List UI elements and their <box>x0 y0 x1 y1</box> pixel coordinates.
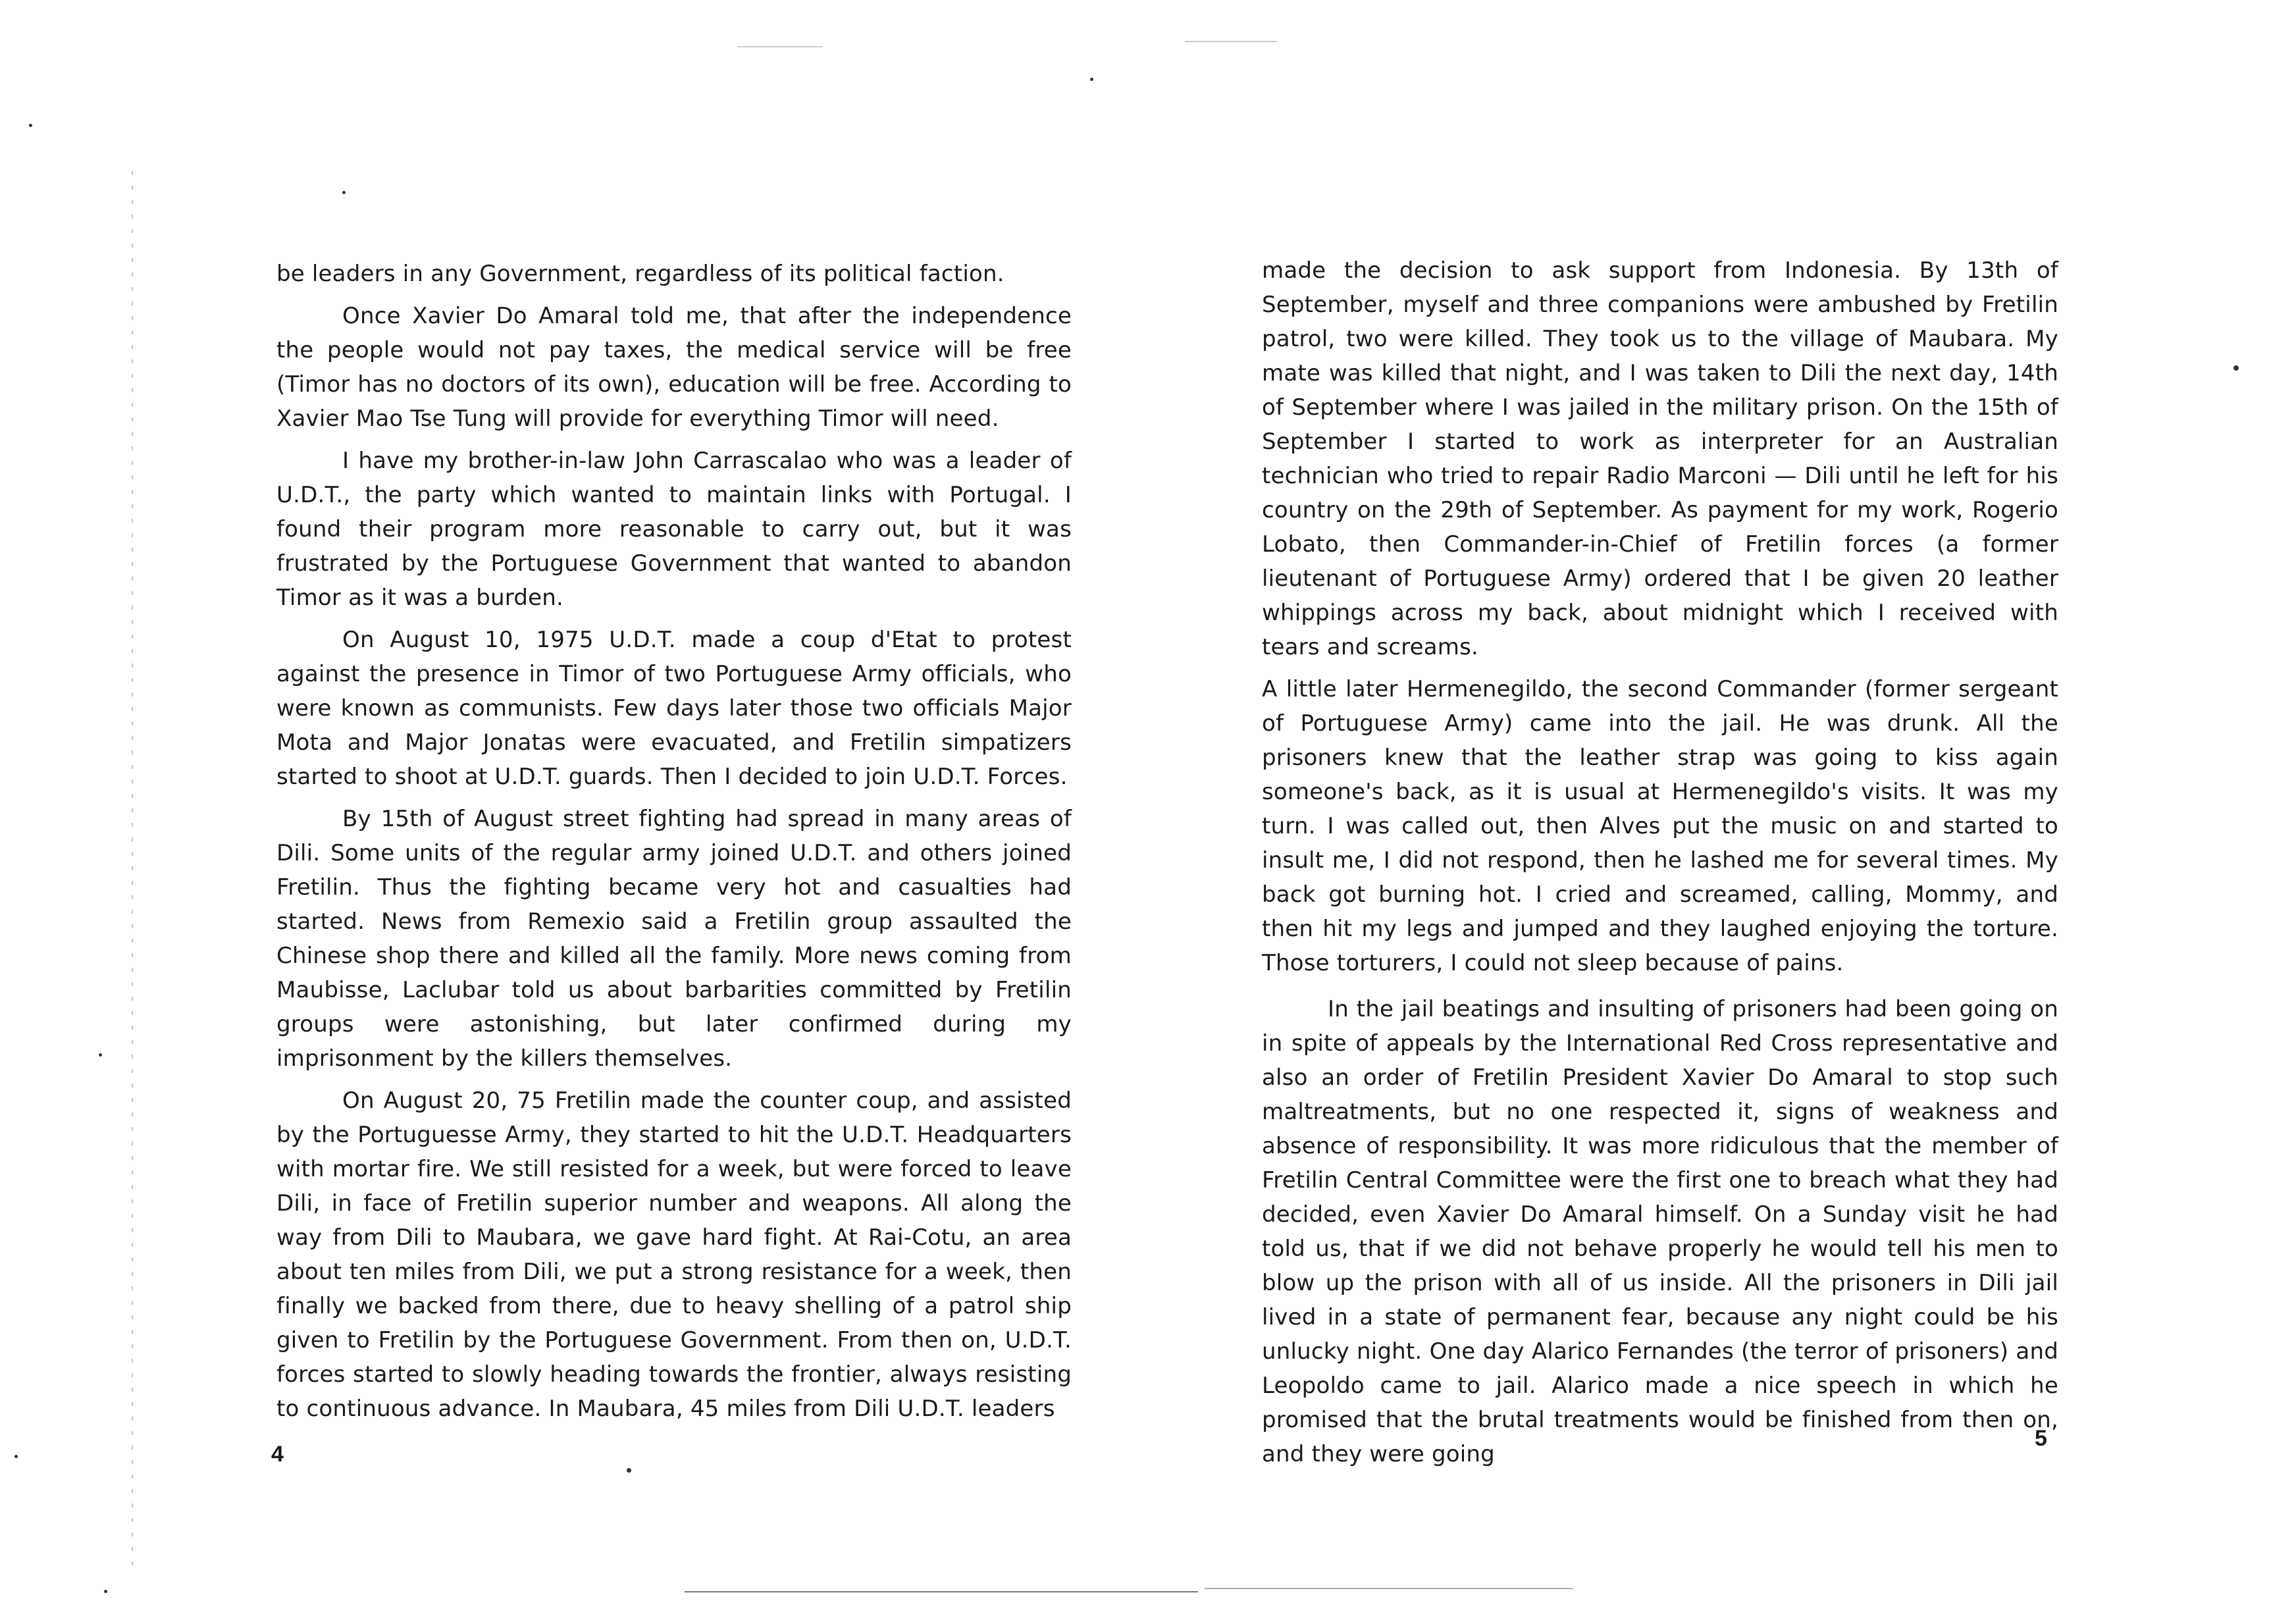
page-number: 4 <box>271 1442 284 1467</box>
paragraph: Once Xavier Do Amaral told me, that after the independence the people would not pay taxes, the medical service will be free (Timor has no doctors of its own), education will be free. According to Xavier Mao Tse Tung will provide for everything Timor will need. <box>276 303 1072 432</box>
paragraph: On August 10, 1975 U.D.T. made a coup d'Etat to protest against the presence in Timor of two Portuguese Army officials, who were known as communists. Few days later those two officials Major Mota and Major Jonatas were evacuated, and Fretilin simpatizers started to shoot at U.D.T. guards. Then I decided to join U.D.T. Forces. <box>276 627 1072 790</box>
paragraph: In the jail beatings and insulting of prisoners had been going on in spite of appeals by the International Red Cross representative and also an order of Fretilin President Xavier Do Amaral to stop such maltreatments, but no one respected it, signs of weakness and absence of responsibility. It was more ridiculous that the member of Fretilin Central Committee were the first one to breach what they had decided, even Xavier Do Amaral himself. On a Sunday visit he had told us, that if we did not behave properly he would tell his men to blow up the prison with all of us inside. All the prisoners in Dili jail lived in a state of permanent fear, because any night could be his unlucky night. One day Alarico Fernandes (the terror of prisoners) and Leopoldo came to jail. Alarico made a nice speech in which he promised that the brutal treatments would be finished from then on, and they were going <box>1262 996 2058 1467</box>
right-page-text-column <box>1262 253 2058 1471</box>
paragraph: I have my brother-in-law John Carrascalao who was a leader of U.D.T., the party which wanted to maintain links with Portugal. I found their program more reasonable to carry out, but it was frustrated by the Portuguese Government that wanted to abandon Timor as it was a burden. <box>276 448 1072 611</box>
right-page <box>1148 0 2296 1601</box>
paragraph: made the decision to ask support from Indonesia. By 13th of September, myself and three companions were ambushed by Fretilin patrol, two were killed. They took us to the village of Maubara. My mate was killed that night, and I was taken to Dili the next day, 14th of September where I was jailed in the military prison. On the 15th of September I started to work as interpreter for an Australian technician who tried to repair Radio Marconi — Dili until he left for his country on the 29th of September. As payment for my work, Rogerio Lobato, then Commander-in-Chief of Fretilin forces (a former lieutenant of Portuguese Army) ordered that I be given 20 leather whippings across my back, about midnight which I received with tears and screams. <box>1262 257 2058 660</box>
paragraph: be leaders in any Government, regardless of its political faction. <box>276 261 1004 287</box>
page-number: 5 <box>2035 1426 2047 1451</box>
paragraph: A little later Hermenegildo, the second Commander (former sergeant of Portuguese Army) came into the jail. He was drunk. All the prisoners knew that the leather strap was going to kiss again someone's back, as it is usual at Hermenegildo's visits. It was my turn. I was called out, then Alves put the music on and started to insult me, I did not respond, then he lashed me for several times. My back got burning hot. I cried and screamed, calling, Mommy, and then hit my legs and jumped and they laughed enjoying the torture. Those torturers, I could not sleep because of pains. <box>1262 676 2058 976</box>
paragraph: On August 20, 75 Fretilin made the counter coup, and assisted by the Portuguesse Army, they started to hit the U.D.T. Headquarters with mortar fire. We still resisted for a week, but were forced to leave Dili, in face of Fretilin superior number and weapons. All along the way from Dili to Maubara, we gave hard fight. At Rai-Cotu, an area about ten miles from Dili, we put a strong resistance for a week, then finally we backed from there, due to heavy shelling of a patrol ship given to Fretilin by the Portuguese Government. From then on, U.D.T. forces started to slowly heading towards the frontier, always resisting to continuous advance. In Maubara, 45 miles from Dili U.D.T. leaders <box>276 1088 1072 1422</box>
left-page-text-column <box>276 257 1072 1426</box>
paragraph: By 15th of August street fighting had spread in many areas of Dili. Some units of the regular army joined U.D.T. and others joined Fretilin. Thus the fighting became very hot and casualties had started. News from Remexio said a Fretilin group assaulted the Chinese shop there and killed all the family. More news coming from Maubisse, Laclubar told us about barbarities committed by Fretilin groups were astonishing, but later confirmed during my imprisonment by the killers themselves. <box>276 806 1072 1072</box>
